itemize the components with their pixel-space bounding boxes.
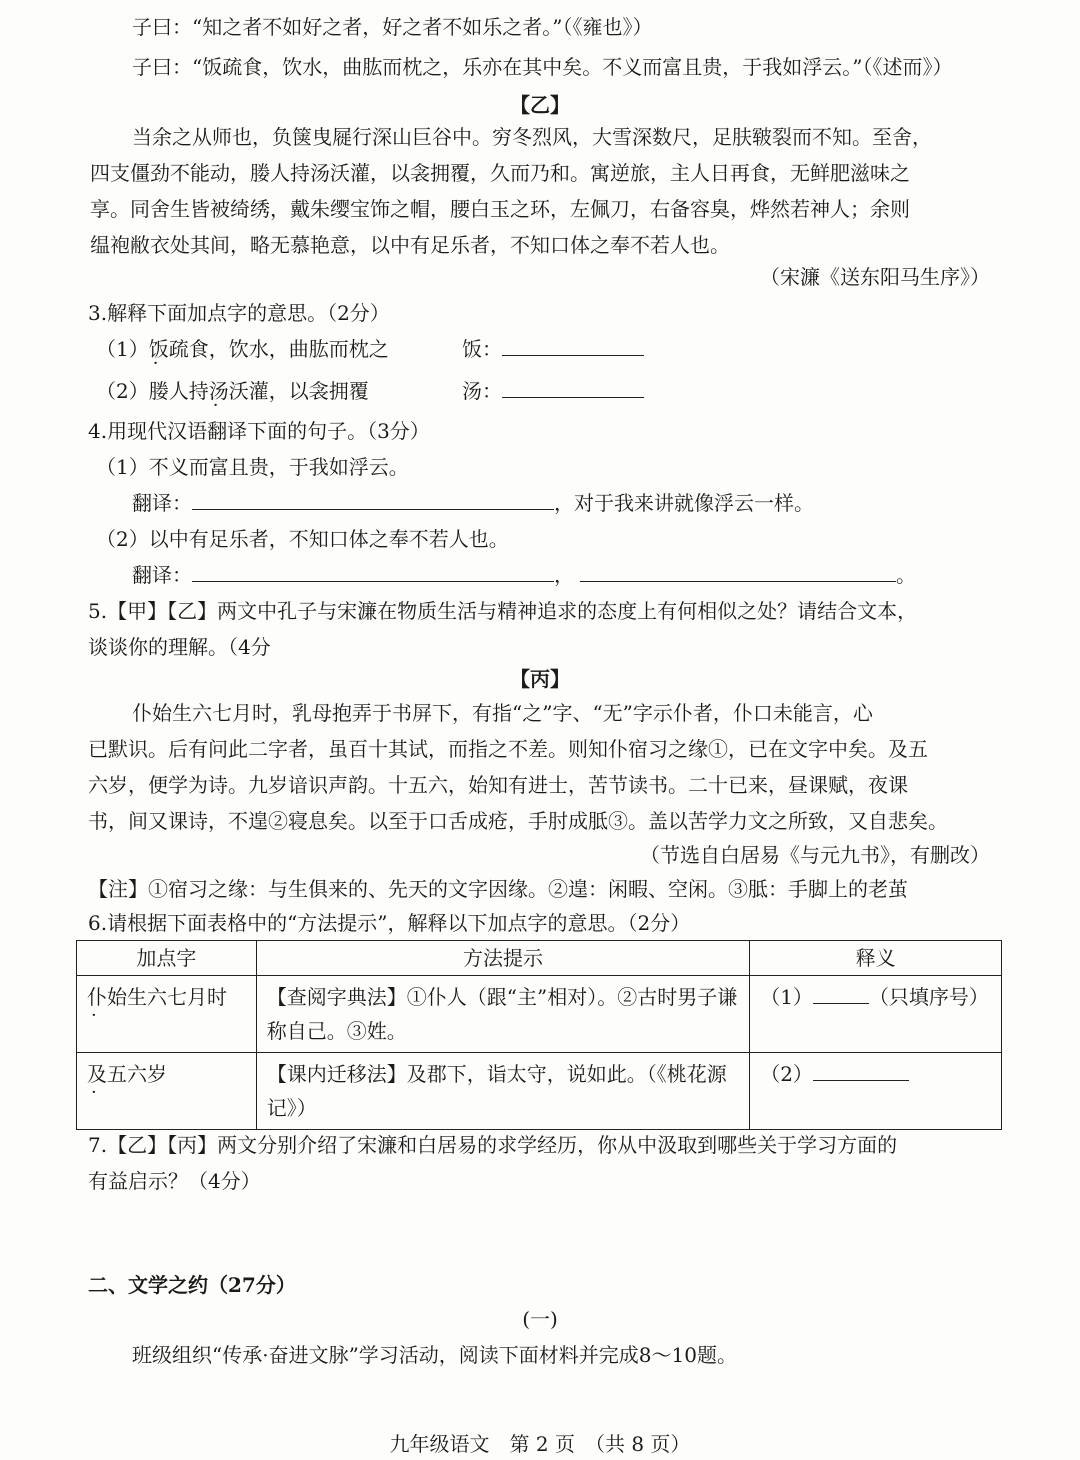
table-cell-method: 【查阅字典法】①仆人（跟“主”相对）。②古时男子谦称自己。③姓。 — [256, 976, 749, 1053]
page-footer: 九年级语文 第 2 页 （共 8 页） — [389, 1432, 691, 1456]
table-header: 释义 — [750, 941, 1002, 976]
yi-line: 当余之从师也，负箧曳屣行深山巨谷中。穷冬烈风，大雪深数尺，足肤皲裂而不知。至舍， — [132, 125, 932, 149]
yi-source: （宋濂《送东阳马生序》） — [760, 265, 990, 289]
q3-item-2: （2）媵人持汤沃灌，以衾拥覆 — [96, 379, 369, 403]
q4-translation-2[interactable]: 翻译： ， 。 — [132, 563, 916, 587]
yi-line: 缊袍敝衣处其间，略无慕艳意，以中有足乐者，不知口体之奉不若人也。 — [90, 233, 730, 257]
bing-heading: 【丙】 — [510, 667, 570, 691]
table-cell-word: 及五六岁 — [77, 1053, 257, 1130]
q5-line-2: 谈谈你的理解。（4分 — [88, 635, 271, 659]
section-subheading: (一) — [522, 1307, 558, 1331]
q6-title: 6.请根据下面表格中的“方法提示”，解释以下加点字的意思。（2分） — [88, 911, 691, 935]
bing-line: 仆始生六七月时，乳母抱弄于书屏下，有指“之”字、“无”字示仆者，仆口未能言，心 — [132, 701, 873, 725]
q4-item-2: （2）以中有足乐者，不知口体之奉不若人也。 — [96, 527, 509, 551]
answer-blank — [580, 563, 896, 582]
dotted-char: 饭 — [148, 337, 169, 361]
bing-line: 六岁，便学为诗。九岁谙识声韵。十五六，始知有进士，苦节读书。二十已来，昼课赋，夜课 — [88, 773, 908, 797]
dotted-char: 及 — [87, 1062, 107, 1086]
q7-line-1: 7.【乙】【丙】两文分别介绍了宋濂和白居易的求学经历，你从中汲取到哪些关于学习方面的 — [88, 1133, 898, 1157]
dotted-char: 仆 — [87, 985, 107, 1009]
table-header: 加点字 — [77, 941, 257, 976]
answer-blank — [813, 985, 869, 1004]
table-cell-method: 【课内迁移法】及郡下，诣太守，说如此。（《桃花源记》） — [256, 1053, 749, 1130]
answer-blank — [813, 1062, 909, 1081]
q3-answer-1[interactable]: 饭： — [462, 336, 644, 362]
q7-line-2: 有益启示？（4分） — [88, 1169, 261, 1193]
table-header: 方法提示 — [256, 941, 749, 976]
answer-blank — [502, 379, 644, 398]
table-row — [77, 1053, 1002, 1130]
bing-line: 书，间又课诗，不遑②寝息矣。以至于口舌成疮，手肘成胝③。盖以苦学力文之所致，又自悲矣。 — [88, 809, 948, 833]
q4-item-1: （1）不义而富且贵，于我如浮云。 — [96, 455, 409, 479]
jia-quote-2: 子曰：“饭疏食，饮水，曲肱而枕之，乐亦在其中矣。不义而富且贵，于我如浮云。”（《述而》） — [132, 55, 953, 79]
q4-translation-1[interactable]: 翻译： ，对于我来讲就像浮云一样。 — [132, 491, 814, 515]
yi-line: 四支僵劲不能动，媵人持汤沃灌，以衾拥覆，久而乃和。寓逆旅，主人日再食，无鲜肥滋味之 — [90, 161, 910, 185]
answer-blank — [192, 563, 554, 582]
table-cell-answer[interactable]: （2） — [750, 1053, 1002, 1130]
section-intro: 班级组织“传承·奋进文脉”学习活动，阅读下面材料并完成8～10题。 — [132, 1343, 737, 1367]
bing-source: （节选自白居易《与元九书》，有删改） — [640, 843, 990, 867]
table-cell-word: 仆始生六七月时 — [77, 976, 257, 1053]
answer-blank — [502, 337, 644, 356]
q3-title: 3.解释下面加点字的意思。（2分） — [88, 301, 390, 325]
bing-note: 【注】①宿习之缘：与生俱来的、先天的文字因缘。②遑：闲暇、空闲。③胝：手脚上的老茧 — [88, 877, 908, 901]
q3-answer-2[interactable]: 汤： — [462, 378, 644, 404]
answer-blank — [192, 491, 554, 510]
yi-line: 享。同舍生皆被绮绣，戴朱缨宝饰之帽，腰白玉之环，左佩刀，右备容臭，烨然若神人；余则 — [90, 197, 910, 221]
table-header-row — [77, 941, 1002, 976]
section-title: 二、文学之约（27分） — [88, 1273, 296, 1297]
bing-line: 已默识。后有问此二字者，虽百十其试，而指之不差。则知仆宿习之缘①，已在文字中矣。及五 — [88, 737, 928, 761]
table-row — [77, 976, 1002, 1053]
table-cell-answer[interactable]: （1） （只填序号） — [750, 976, 1002, 1053]
yi-heading: 【乙】 — [510, 93, 570, 117]
method-table — [76, 940, 1002, 1130]
q3-item-1: （1）饭疏食，饮水，曲肱而枕之 — [96, 337, 389, 361]
q5-line-1: 5.【甲】【乙】两文中孔子与宋濂在物质生活与精神追求的态度上有何相似之处？请结合文本， — [88, 599, 918, 623]
q4-title: 4.用现代汉语翻译下面的句子。（3分） — [88, 419, 430, 443]
jia-quote-1: 子曰：“知之者不如好之者，好之者不如乐之者。”（《雍也》） — [132, 15, 653, 39]
dotted-char: 汤 — [208, 379, 229, 403]
